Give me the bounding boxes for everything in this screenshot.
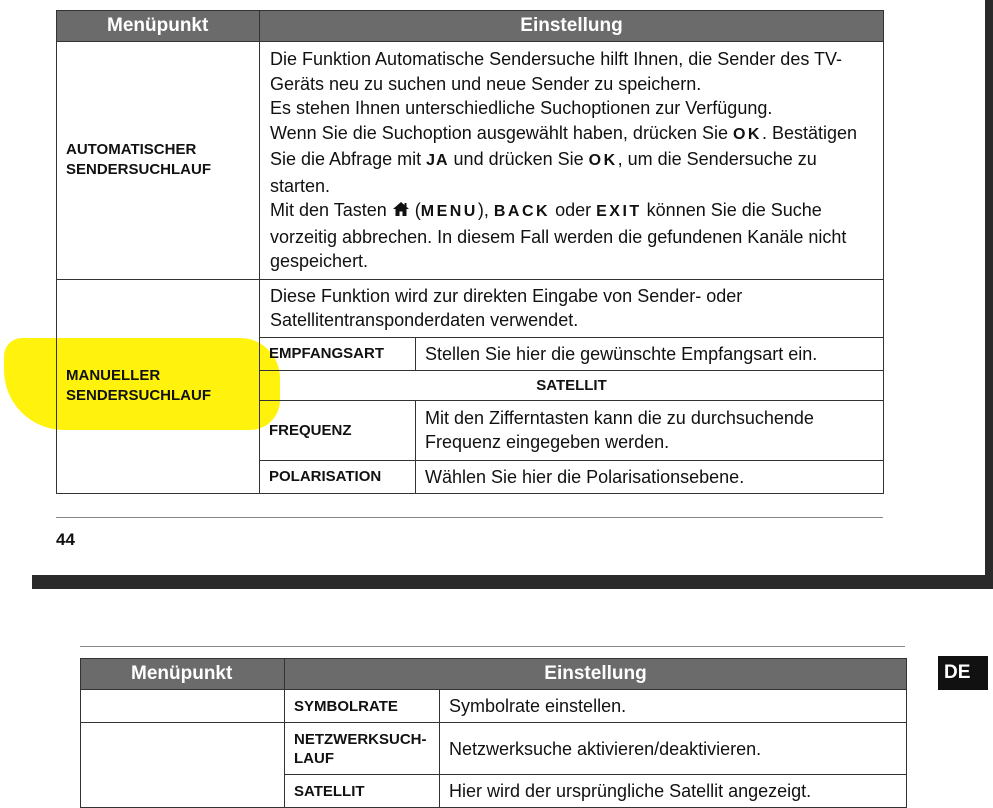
home-icon [392, 201, 410, 217]
sub-value-satellit: Hier wird der ursprüngliche Satellit angezeigt. [440, 775, 907, 808]
empty-menu-cell [81, 690, 285, 723]
sub-value-netzwerksuchlauf: Netzwerksuche aktivieren/deaktivieren. [440, 723, 907, 775]
header-einstellung: Einstellung [260, 11, 884, 42]
page-edge-line [985, 0, 993, 580]
settings-table-2 [80, 658, 907, 808]
header-einstellung-2: Einstellung [285, 659, 907, 690]
header-rule [80, 646, 905, 647]
sub-label-symbolrate: SYMBOLRATE [285, 690, 440, 723]
menu-key-label: MENU [420, 203, 478, 220]
empty-menu-cell [81, 723, 285, 808]
sub-label-empfangsart: EMPFANGSART [260, 337, 416, 370]
header-menupunkt: Menüpunkt [57, 11, 260, 42]
sub-label-frequenz: FREQUENZ [260, 400, 416, 460]
sub-value-symbolrate: Symbolrate einstellen. [440, 690, 907, 723]
header-menupunkt-2: Menüpunkt [81, 659, 285, 690]
sub-value-polarisation: Wählen Sie hier die Polarisationsebene. [416, 460, 884, 493]
back-key-label: BACK [493, 203, 551, 220]
sub-label-polarisation: POLARISATION [260, 460, 416, 493]
satellit-subheading: SATELLIT [260, 370, 884, 400]
sub-label-netzwerksuchlauf: NETZWERKSUCH- LAUF [285, 723, 440, 775]
footer-rule [56, 517, 883, 518]
ok-key-label: OK [732, 125, 762, 143]
page-separator-bar [32, 575, 993, 589]
ok-key-label: OK [588, 152, 618, 169]
sub-value-empfangsart: Stellen Sie hier die gewünschte Empfangsart ein. [416, 337, 884, 370]
page-number: 44 [56, 530, 75, 549]
sub-value-frequenz: Mit den Zifferntasten kann die zu durchsuchende Frequenz eingegeben werden. [416, 400, 884, 460]
exit-key-label: EXIT [596, 203, 642, 220]
language-tab: DE [938, 656, 988, 690]
settings-table-1 [56, 10, 884, 494]
menu-item-automatischer-sendersuchlauf: AUTOMATISCHER SENDERSUCHLAUF [57, 42, 260, 280]
manual-search-intro: Diese Funktion wird zur direkten Eingabe von Sender- oder Satellitentransponderdaten verwendet. [260, 279, 884, 337]
ja-key-label: JA [426, 152, 449, 169]
menu-item-manueller-sendersuchlauf: MANUELLER SENDERSUCHLAUF [57, 279, 260, 493]
sub-label-satellit: SATELLIT [285, 775, 440, 808]
automatic-search-description: Die Funktion Automatische Sendersuche hilft Ihnen, die Sender des TV-Geräts neu zu suchen und neue Sender zu speichern. Es stehen Ihnen unterschiedliche Suchoptionen zur Verfügung. Wenn Sie die Suchoption ausgewählt haben, drücken Sie OK. Bestätigen Sie die Abfrage mit JA und drücken Sie OK, um die Sendersuche zu starten. Mit den Tasten (MENU), BACK oder EXIT können Sie die Suche vorzeitig abbrechen. In diesem Fall werden die gefundenen Kanäle nicht gespeichert. [260, 42, 884, 280]
